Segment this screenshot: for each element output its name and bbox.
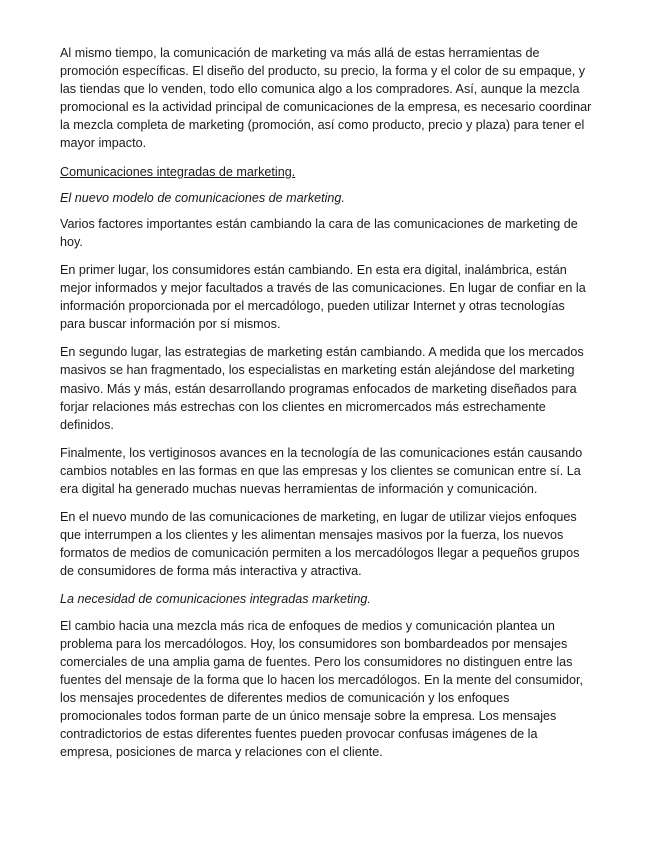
document-page xyxy=(60,44,593,771)
paragraph-new-world: En el nuevo mundo de las comunicaciones de marketing, en lugar de utilizar viejos enfoques que interrumpen a los clientes y les alimentan mensajes masivos por la fuerza, los nuevos formatos de medios de comunicación permiten a los mercadólogos llegar a pequeños grupos de consumidores de forma más interactiva y atractiva. xyxy=(60,510,580,579)
paragraph-finally: Finalmente, los vertiginosos avances en la tecnología de las comunicaciones están causando cambios notables en las formas en que las empresas y los clientes se comunican entre sí. La era digital ha generado muchas nuevas herramientas de información y comunicación. xyxy=(60,445,583,496)
paragraph-intro: Al mismo tiempo, la comunicación de marketing va más allá de estas herramientas de promoción específicas. El diseño del producto, su precio, la forma y el color de su empaque, y las tiendas que lo venden, todo ello comunica algo a los compradores. Así, aunque la mezcla promocional es la actividad principal de comunicaciones de la empresa, es necesario coordinar la mezcla completa de marketing (promoción, así como producto, precio y plaza) para tener el mayor impacto. xyxy=(60,46,592,151)
paragraph-second: En segundo lugar, las estrategias de marketing están cambiando. A medida que los mercados masivos se han fragmentado, los especialistas en marketing están alejándose del marketing masivo. Más y más, están desarrollando programas enfocados de marketing diseñados para forjar relaciones más estrechas con los clientes en micromercados más estrechamente definidos. xyxy=(60,345,584,432)
subheading-new-model: El nuevo modelo de comunicaciones de marketing. xyxy=(60,190,345,205)
paragraph-change: El cambio hacia una mezcla más rica de enfoques de medios y comunicación plantea un problema para los mercadólogos. Hoy, los consumidores son bombardeados por mensajes comerciales de una amplia gama de fuentes. Pero los consumidores no distinguen entre las fuentes del mensaje de la forma que lo hacen los mercadólogos. En la mente del consumidor, los mensajes procedentes de diferentes medios de comunicación y los enfoques promocionales todos forman parte de un único mensaje sobre la empresa. Los mensajes contradictorios de estas diferentes fuentes pueden provocar confusas imágenes de la empresa, posiciones de marca y relaciones con el cliente. xyxy=(60,618,583,760)
paragraph-first: En primer lugar, los consumidores están cambiando. En esta era digital, inalámbrica, están mejor informados y mejor facultados a través de las comunicaciones. En lugar de confiar en la información proporcionada por el mercadólogo, pueden utilizar Internet y otras tecnologías para buscar información por sí mismos. xyxy=(60,262,586,332)
heading-integrated-communications: Comunicaciones integradas de marketing. xyxy=(60,164,296,179)
subheading-need: La necesidad de comunicaciones integradas marketing. xyxy=(60,592,371,607)
paragraph-factors: Varios factores importantes están cambiando la cara de las comunicaciones de marketing de hoy. xyxy=(60,216,578,249)
